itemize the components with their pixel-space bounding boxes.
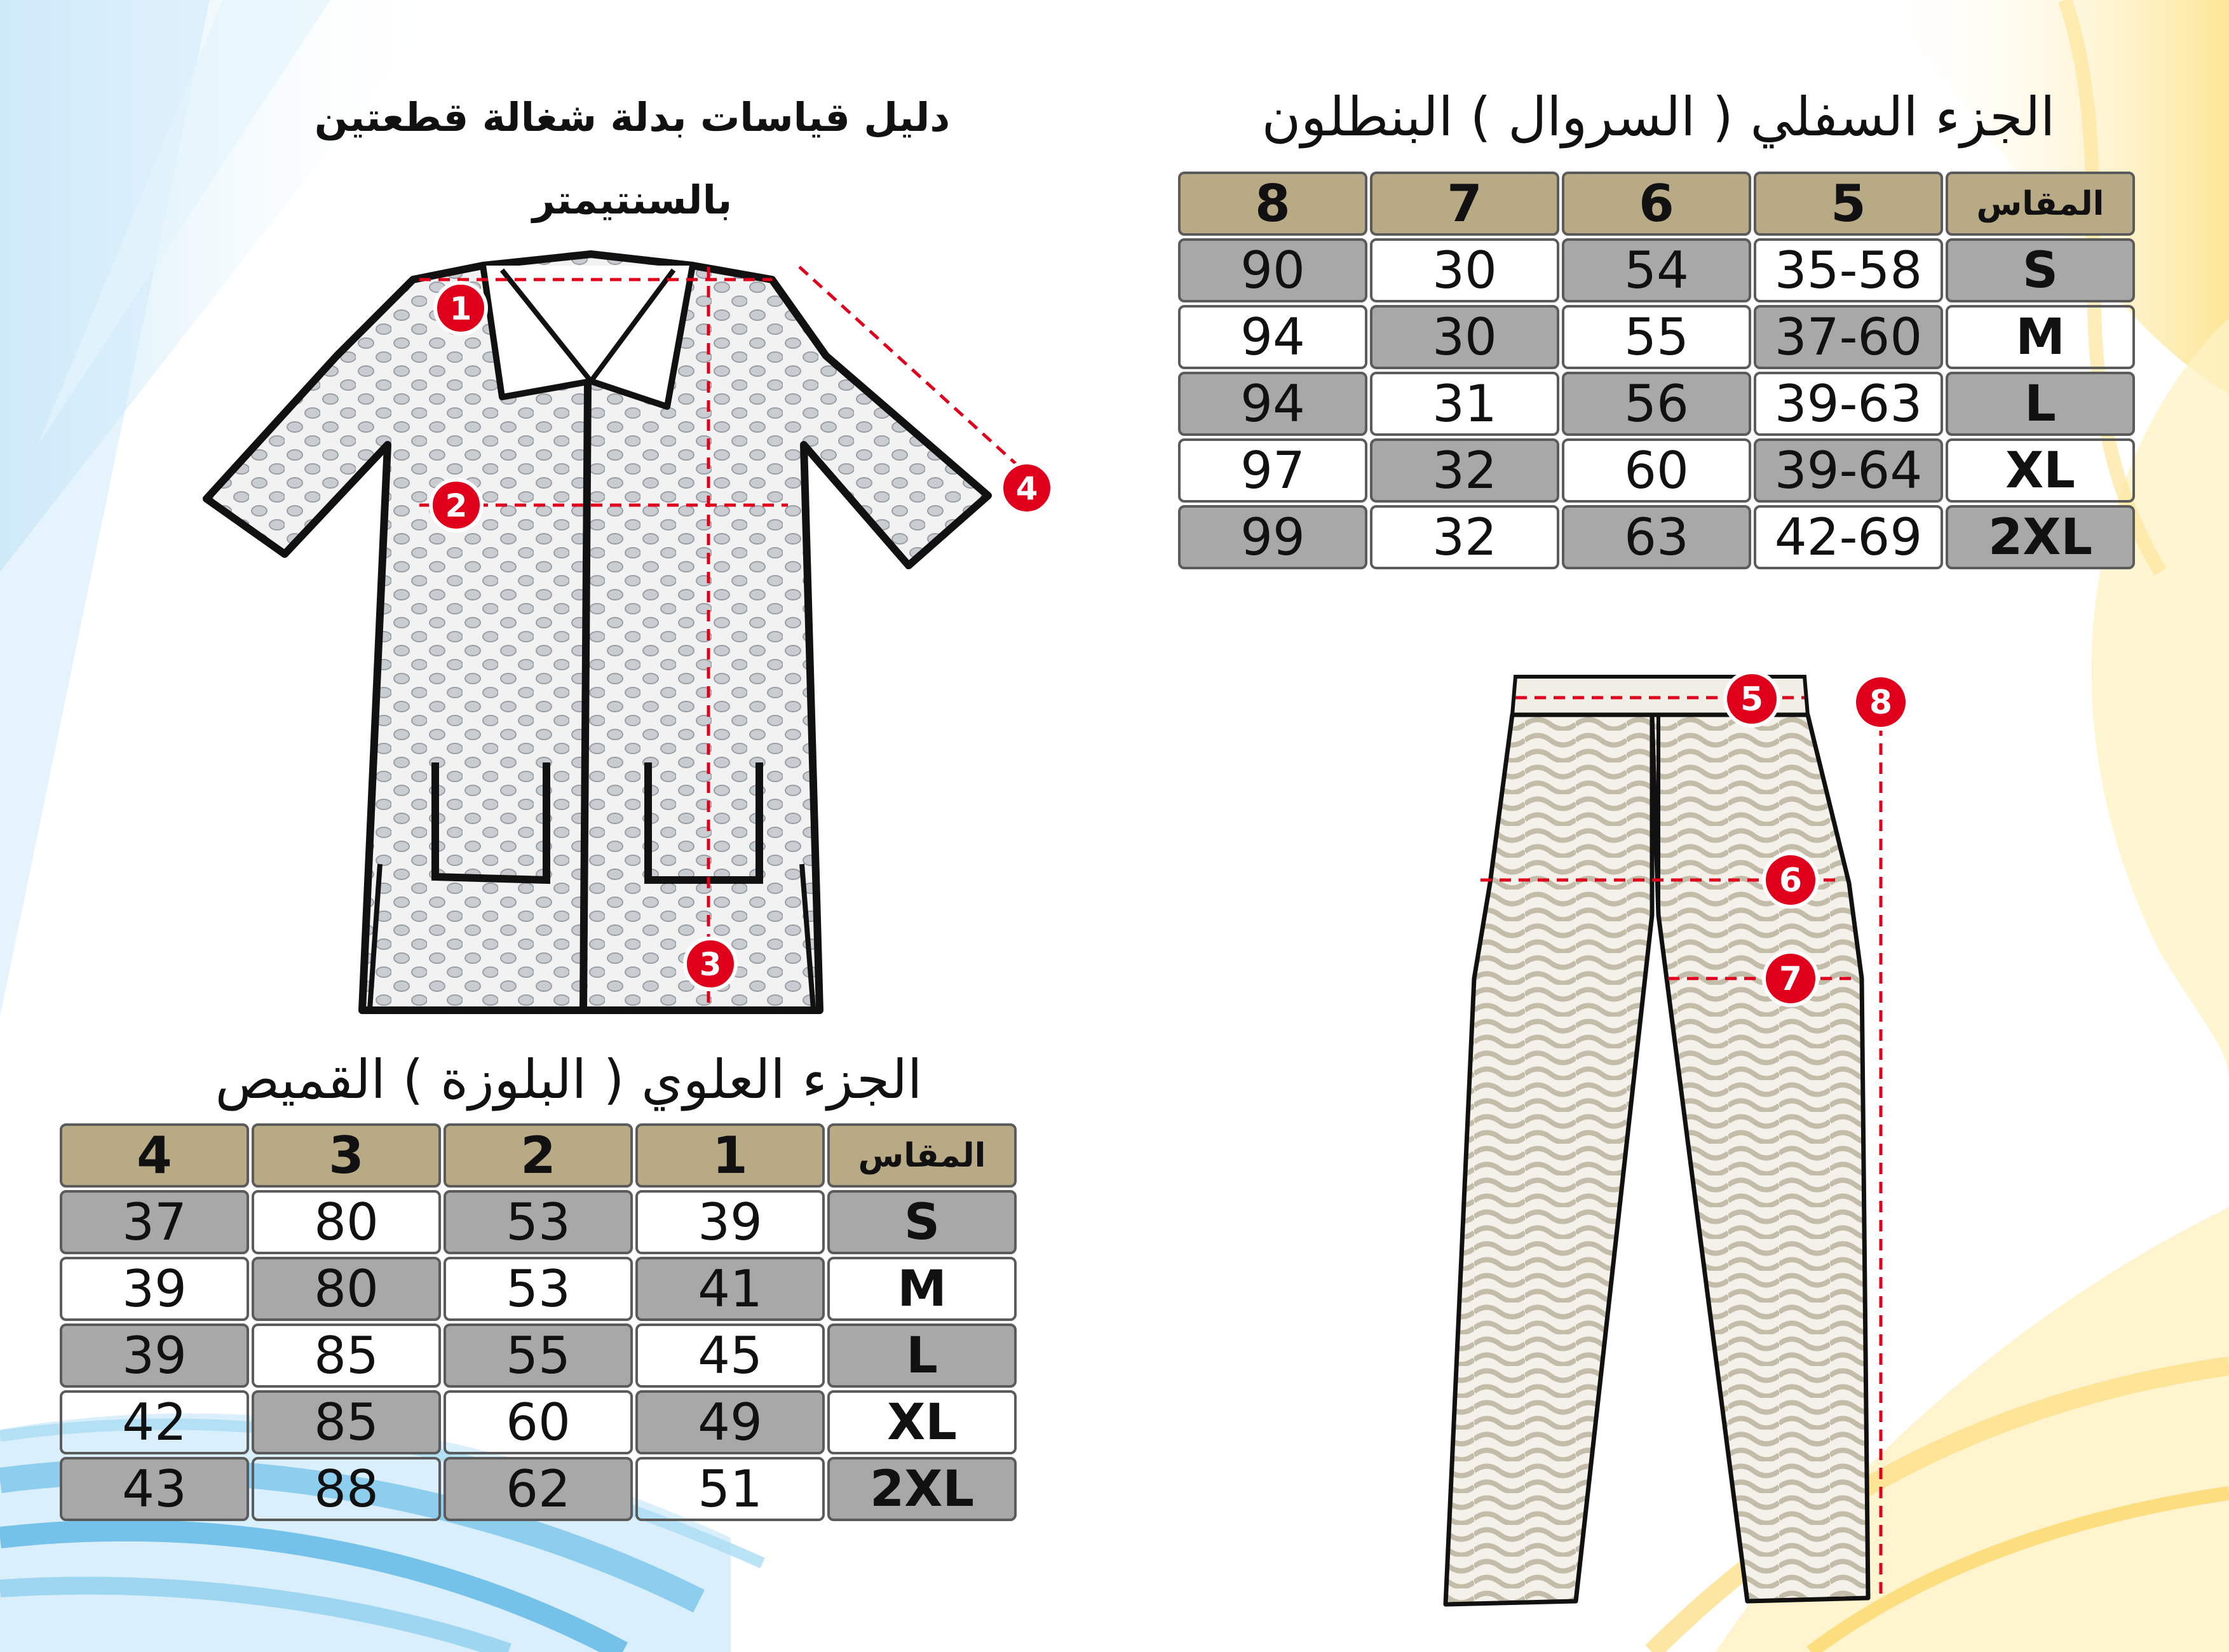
size-label: M [827, 1257, 1017, 1321]
cell-col-4: 39 [60, 1324, 249, 1388]
cell-col-5: 37-60 [1754, 305, 1943, 369]
marker-6 [1764, 853, 1817, 907]
size-label: XL [827, 1390, 1017, 1454]
cell-col-7: 32 [1370, 505, 1559, 569]
cell-col-3: 88 [252, 1457, 441, 1521]
header-col-4: 4 [60, 1123, 249, 1188]
svg-text:2: 2 [445, 487, 468, 524]
main-title-line2: بالسنتيمتر [532, 177, 733, 223]
size-label: XL [1946, 438, 2135, 503]
size-label: 2XL [1946, 505, 2135, 569]
size-label: S [1946, 238, 2135, 302]
cell-col-1: 49 [635, 1390, 825, 1454]
cell-col-1: 51 [635, 1457, 825, 1521]
size-label: L [827, 1324, 1017, 1388]
size-label: L [1946, 372, 2135, 436]
table-row [1178, 372, 2135, 436]
cell-col-6: 60 [1562, 438, 1751, 503]
svg-text:5: 5 [1740, 680, 1764, 719]
table-row [60, 1257, 1017, 1321]
header-col-8: 8 [1178, 172, 1367, 236]
cell-col-2: 60 [444, 1390, 633, 1454]
cell-col-6: 63 [1562, 505, 1751, 569]
cell-col-7: 30 [1370, 305, 1559, 369]
table-row [1178, 438, 2135, 503]
header-col-1: 1 [635, 1123, 825, 1188]
cell-col-3: 80 [252, 1257, 441, 1321]
cell-col-8: 99 [1178, 505, 1367, 569]
cell-col-8: 97 [1178, 438, 1367, 503]
cell-col-8: 94 [1178, 305, 1367, 369]
pants-size-table [1175, 169, 2138, 572]
header-size-label: المقاس [827, 1123, 1017, 1188]
cell-col-5: 39-64 [1754, 438, 1943, 503]
header-col-7: 7 [1370, 172, 1559, 236]
cell-col-4: 39 [60, 1257, 249, 1321]
header-col-5: 5 [1754, 172, 1943, 236]
cell-col-1: 45 [635, 1324, 825, 1388]
cell-col-8: 90 [1178, 238, 1367, 302]
cell-col-3: 80 [252, 1190, 441, 1254]
table-row [1178, 505, 2135, 569]
header-col-3: 3 [252, 1123, 441, 1188]
shirt-section-title: الجزء العلوي ( البلوزة ) القميص [215, 1048, 923, 1111]
pants-section-title: الجزء السفلي ( السروال ) البنطلون [1261, 86, 2056, 148]
cell-col-1: 39 [635, 1190, 825, 1254]
table-row [60, 1390, 1017, 1454]
size-label: 2XL [827, 1457, 1017, 1521]
svg-text:3: 3 [699, 946, 722, 983]
table-header-row [1178, 172, 2135, 236]
cell-col-3: 85 [252, 1390, 441, 1454]
svg-text:1: 1 [449, 290, 472, 327]
marker-4 [1001, 463, 1052, 513]
main-title [267, 76, 998, 241]
cell-col-6: 55 [1562, 305, 1751, 369]
cell-col-5: 39-63 [1754, 372, 1943, 436]
shirt-diagram-icon [191, 241, 1112, 1029]
cell-col-3: 85 [252, 1324, 441, 1388]
svg-text:7: 7 [1778, 960, 1803, 998]
cell-col-4: 43 [60, 1457, 249, 1521]
table-row [60, 1457, 1017, 1521]
marker-5 [1725, 672, 1778, 726]
cell-col-7: 30 [1370, 238, 1559, 302]
cell-col-5: 35-58 [1754, 238, 1943, 302]
header-col-2: 2 [444, 1123, 633, 1188]
marker-1 [435, 283, 486, 334]
size-label: M [1946, 305, 2135, 369]
shirt-size-table [57, 1121, 1019, 1524]
cell-col-8: 94 [1178, 372, 1367, 436]
cell-col-7: 31 [1370, 372, 1559, 436]
header-size-label: المقاس [1946, 172, 2135, 236]
cell-col-6: 54 [1562, 238, 1751, 302]
cell-col-6: 56 [1562, 372, 1751, 436]
table-header-row [60, 1123, 1017, 1188]
svg-text:8: 8 [1869, 684, 1893, 722]
svg-text:4: 4 [1015, 470, 1038, 507]
marker-3 [685, 938, 736, 989]
svg-text:6: 6 [1778, 862, 1803, 900]
table-row [1178, 238, 2135, 302]
marker-7 [1764, 952, 1817, 1005]
marker-8 [1854, 675, 1907, 729]
table-row [1178, 305, 2135, 369]
cell-col-2: 53 [444, 1190, 633, 1254]
cell-col-2: 55 [444, 1324, 633, 1388]
cell-col-1: 41 [635, 1257, 825, 1321]
size-label: S [827, 1190, 1017, 1254]
cell-col-2: 62 [444, 1457, 633, 1521]
marker-2 [431, 480, 482, 531]
main-title-line1: دليل قياسات بدلة شغالة قطعتين [314, 94, 951, 140]
pants-diagram-icon [1423, 661, 1919, 1652]
cell-col-4: 37 [60, 1190, 249, 1254]
cell-col-2: 53 [444, 1257, 633, 1321]
cell-col-4: 42 [60, 1390, 249, 1454]
header-col-6: 6 [1562, 172, 1751, 236]
cell-col-7: 32 [1370, 438, 1559, 503]
table-row [60, 1324, 1017, 1388]
table-row [60, 1190, 1017, 1254]
cell-col-5: 42-69 [1754, 505, 1943, 569]
